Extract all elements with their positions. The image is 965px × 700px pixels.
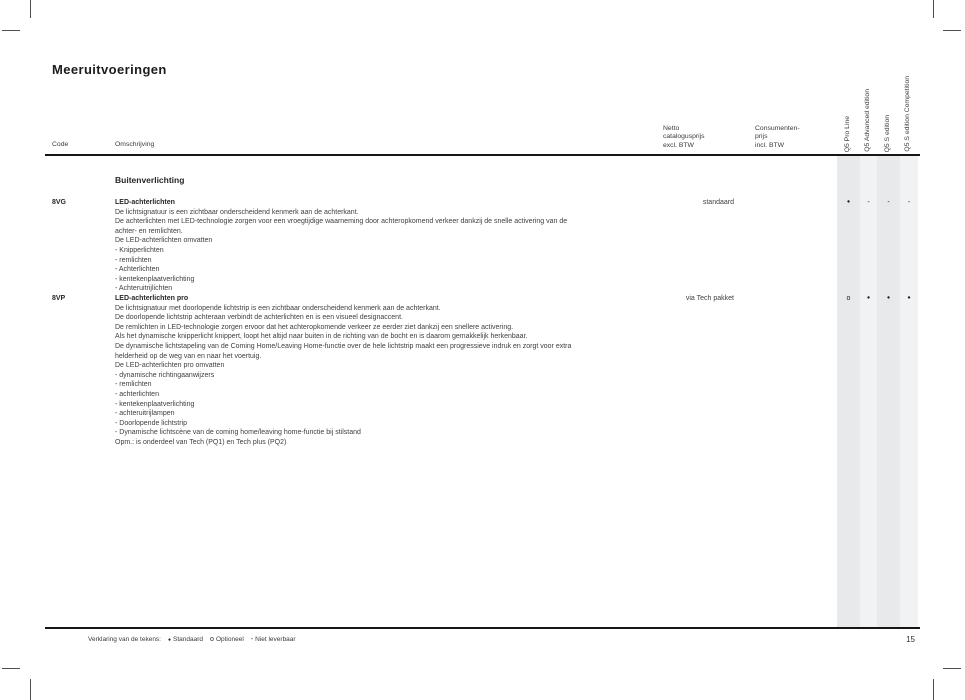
availability-cell-standard: ●	[886, 295, 891, 301]
option-description	[115, 198, 567, 294]
consumer-line: Consumenten-	[755, 125, 800, 132]
trim-column-band	[860, 156, 877, 627]
legend-label: Standaard	[173, 636, 204, 643]
trim-column-band	[837, 156, 860, 627]
consumer-line: prijs	[755, 133, 768, 141]
description-line: De remlichten in LED-technologie zorgen ervoor dat het achteropkomende verkeer ze eerder ziet dankzij een snellere activering.	[115, 323, 514, 331]
description-line: - Dynamische lichtscène van de coming home/leaving home-functie bij stilstand	[115, 429, 361, 437]
description-line: - remlichten	[115, 381, 152, 389]
legend-symbol-optional: o	[210, 636, 214, 643]
legend-item	[251, 636, 296, 643]
availability-cell-standard: ●	[846, 199, 851, 205]
legend-label: Optioneel	[215, 636, 244, 643]
description-line: De achterlichten met LED-technologie zorgen voor een vroegtijdige waarneming door achteropkomend verkeer dankzij de snelle activering van de	[115, 218, 568, 226]
crop-mark	[30, 679, 31, 700]
description-line: De doorlopende lichtstrip achteraan verbindt de achterlichten en is een visueel designaccent.	[115, 314, 403, 322]
option-code: 8VP	[52, 295, 66, 302]
crop-mark	[933, 0, 934, 18]
description-line: De dynamische lichtstapeling van de Coming Home/Leaving Home-functie over de hele lichtstrip maakt een progressieve indruk en zorgt voor extra	[115, 342, 572, 350]
description-line: Als het dynamische knipperlicht knippert, loopt het altijd naar buiten in de richting van de bocht en is daarom gemakkelijk herkenbaar.	[115, 333, 528, 341]
column-header-trim: Q5 Advanced edition	[863, 89, 871, 152]
column-header-netto-price	[663, 125, 705, 150]
description-line: - kentekenplaatverlichting	[115, 400, 195, 408]
option-title: LED-achterlichten	[115, 199, 175, 206]
legend-item	[210, 636, 244, 643]
option-code: 8VG	[52, 199, 67, 206]
description-line: achter- en remlichten.	[115, 227, 183, 235]
availability-cell-unavailable: -	[907, 199, 911, 206]
crop-mark	[943, 668, 961, 669]
column-header-code: Code	[52, 141, 69, 148]
availability-cell-optional: o	[846, 295, 851, 302]
section-title: Buitenverlichting	[115, 175, 185, 185]
column-header-description: Omschrijving	[115, 141, 155, 148]
column-header-trim: Q5 Pro Line	[843, 115, 851, 152]
trim-column-band	[877, 156, 900, 627]
availability-cell-standard: ●	[866, 295, 871, 301]
crop-mark	[30, 0, 31, 18]
column-header-trim: Q5 S edition Competition	[904, 76, 911, 152]
legend	[88, 636, 296, 643]
description-line: - achterlichten	[115, 390, 159, 398]
crop-mark	[933, 679, 934, 700]
consumer-line: incl. BTW	[755, 141, 785, 149]
availability-cell-unavailable: -	[887, 199, 890, 206]
description-line: - Doorlopende lichtstrip	[115, 419, 187, 427]
description-line: De LED-achterlichten pro omvatten	[115, 362, 225, 370]
description-line: De lichtsignatuur met doorlopende lichtstrip is een zichtbaar onderscheidend kenmerk aan de achterkant.	[115, 304, 441, 312]
netto-line: excl. BTW	[663, 141, 694, 149]
option-title: LED-achterlichten pro	[115, 295, 189, 302]
description-line: - Knipperlichten	[115, 246, 164, 254]
option-description	[115, 294, 571, 448]
description-line: Opm.: is onderdeel van Tech (PQ1) en Tech plus (PQ2)	[115, 438, 287, 446]
legend-prefix: Verklaring van de tekens:	[88, 636, 161, 643]
legend-item	[168, 636, 203, 643]
header-rule	[45, 154, 920, 156]
description-line: - remlichten	[115, 256, 152, 264]
description-line: - kentekenplaatverlichting	[115, 275, 195, 283]
availability-cell-standard: ●	[907, 295, 911, 301]
crop-mark	[2, 30, 20, 31]
description-line: - dynamische richtingaanwijzers	[115, 371, 215, 379]
legend-label: Niet leverbaar	[255, 636, 296, 643]
price-note: standaard	[702, 199, 734, 206]
page-title: Meeruitvoeringen	[52, 62, 167, 77]
availability-cell-unavailable: -	[867, 199, 870, 206]
trim-column-band	[900, 156, 918, 627]
description-line: - Achterlichten	[115, 266, 160, 274]
description-line: De LED-achterlichten omvatten	[115, 237, 213, 245]
column-header-trim: Q5 S edition	[883, 114, 891, 152]
netto-line: catalogusprijs	[663, 133, 705, 141]
description-line: - Achteruitrijlichten	[115, 285, 173, 293]
column-header-consumer-price	[755, 125, 800, 150]
price-note: via Tech pakket	[685, 295, 734, 302]
description-line: De lichtsignatuur is een zichtbaar onderscheidend kenmerk aan de achterkant.	[115, 208, 359, 216]
description-line: - achteruitrijlampen	[115, 410, 175, 418]
crop-mark	[2, 668, 20, 669]
footer-rule	[45, 627, 920, 629]
legend-symbol-unavailable: -	[250, 636, 254, 643]
netto-line: Netto	[663, 125, 680, 132]
description-line: helderheid op de weg van en naar het voertuig.	[115, 352, 262, 360]
legend-symbol-standard: ●	[168, 637, 172, 643]
page-number: 15	[906, 635, 915, 644]
crop-mark	[943, 30, 961, 31]
